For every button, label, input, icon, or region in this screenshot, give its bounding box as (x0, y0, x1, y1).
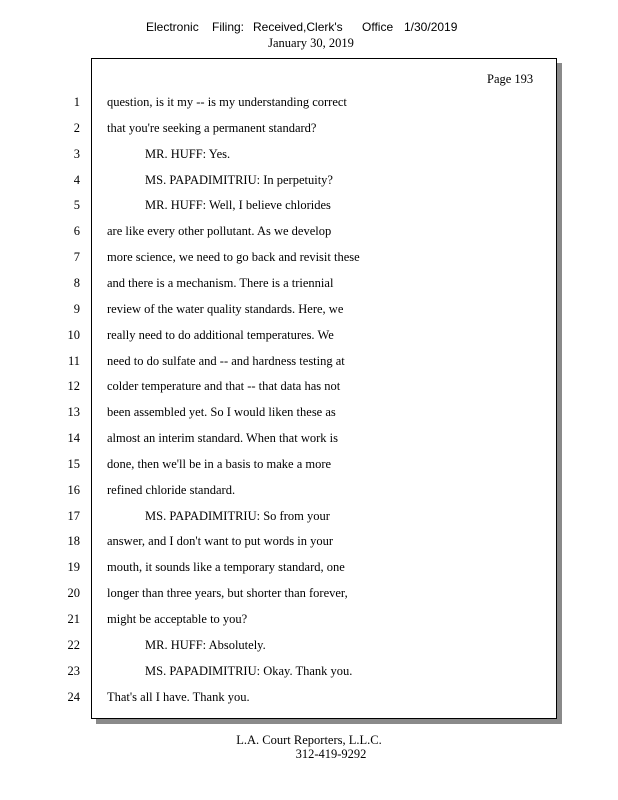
header-date: January 30, 2019 (268, 36, 354, 50)
line-number: 23 (67, 663, 80, 678)
line-number: 15 (67, 456, 80, 471)
stamp-filing: Filing: (212, 20, 245, 34)
line-number: 7 (73, 250, 80, 265)
transcript-line (0, 664, 560, 682)
line-number: 21 (67, 612, 80, 626)
line-text: MR. HUFF: Yes. (145, 146, 231, 161)
transcript-line (0, 276, 560, 294)
line-text: MS. PAPADIMITRIU: In perpetuity? (145, 172, 333, 187)
line-text: answer, and I don't want to put words in your (107, 534, 334, 549)
transcript-line (0, 457, 560, 475)
line-text: MS. PAPADIMITRIU: So from your (145, 508, 330, 523)
footer-phone: 312-419-9292 (295, 747, 367, 761)
line-number: 24 (67, 689, 80, 704)
line-text: MR. HUFF: Absolutely. (145, 637, 266, 652)
line-number: 10 (67, 327, 80, 342)
transcript-line (0, 121, 560, 139)
line-text: really need to do additional temperatures. We (107, 327, 334, 342)
line-number: 11 (67, 353, 80, 368)
transcript-line (0, 638, 560, 656)
line-text: been assembled yet. So I would liken these as (107, 405, 336, 420)
stamp-office: Office (362, 20, 394, 34)
line-text: are like every other pollutant. As we develop (107, 224, 332, 239)
line-number: 18 (67, 534, 80, 549)
transcript-line (0, 302, 560, 320)
line-text: question, is it my -- is my understanding correct (107, 95, 347, 109)
transcript-line (0, 147, 560, 165)
stamp-date: 1/30/2019 (404, 20, 458, 34)
line-number: 3 (73, 146, 80, 161)
transcript-line (0, 224, 560, 242)
line-text: MR. HUFF: Well, I believe chlorides (145, 198, 331, 213)
line-number: 22 (67, 637, 80, 652)
transcript-line (0, 690, 560, 708)
line-number: 20 (67, 586, 80, 601)
line-number: 16 (67, 482, 80, 497)
line-number: 4 (73, 172, 80, 187)
line-text: mouth, it sounds like a temporary standard, one (107, 560, 345, 575)
line-number: 19 (67, 560, 80, 575)
line-text: That's all I have. Thank you. (107, 689, 250, 704)
line-text: refined chloride standard. (107, 482, 236, 497)
line-text: review of the water quality standards. Here, we (107, 301, 344, 316)
transcript-line (0, 483, 560, 501)
transcript-line (0, 95, 560, 113)
line-text: need to do sulfate and -- and hardness testing at (107, 353, 345, 368)
transcript-line (0, 586, 560, 604)
line-text: almost an interim standard. When that work is (107, 431, 338, 446)
transcript-line (0, 173, 560, 191)
transcript-line (0, 354, 560, 372)
line-number: 6 (73, 224, 80, 239)
transcript-line (0, 431, 560, 449)
transcript-line (0, 612, 560, 630)
transcript-line (0, 198, 560, 216)
line-text: might be acceptable to you? (107, 612, 248, 626)
stamp-received: Received,Clerk's (253, 20, 343, 34)
line-text: colder temperature and that -- that data has not (107, 379, 341, 394)
line-text: done, then we'll be in a basis to make a more (107, 456, 332, 471)
line-number: 8 (73, 275, 80, 290)
page-number: Page 193 (487, 72, 534, 86)
line-number: 17 (67, 508, 80, 523)
line-number: 13 (67, 405, 80, 420)
line-text: MS. PAPADIMITRIU: Okay. Thank you. (145, 663, 353, 678)
transcript-line (0, 560, 560, 578)
line-text: more science, we need to go back and revisit these (107, 250, 360, 265)
line-text: that you're seeking a permanent standard? (107, 120, 317, 135)
transcript-line (0, 250, 560, 268)
line-number: 9 (73, 301, 80, 316)
transcript-line (0, 509, 560, 527)
transcript-line (0, 534, 560, 552)
stamp-electronic: Electronic (146, 20, 199, 34)
footer-company: L.A. Court Reporters, L.L.C. (236, 733, 382, 747)
footer (0, 733, 618, 761)
transcript-line (0, 379, 560, 397)
line-text: and there is a mechanism. There is a triennial (107, 275, 334, 290)
line-number: 1 (73, 95, 80, 109)
line-text: longer than three years, but shorter than forever, (107, 586, 348, 601)
transcript-line (0, 328, 560, 346)
transcript-line (0, 405, 560, 423)
line-number: 2 (73, 120, 80, 135)
line-number: 5 (73, 198, 80, 213)
line-number: 14 (67, 431, 80, 446)
line-number: 12 (67, 379, 80, 394)
